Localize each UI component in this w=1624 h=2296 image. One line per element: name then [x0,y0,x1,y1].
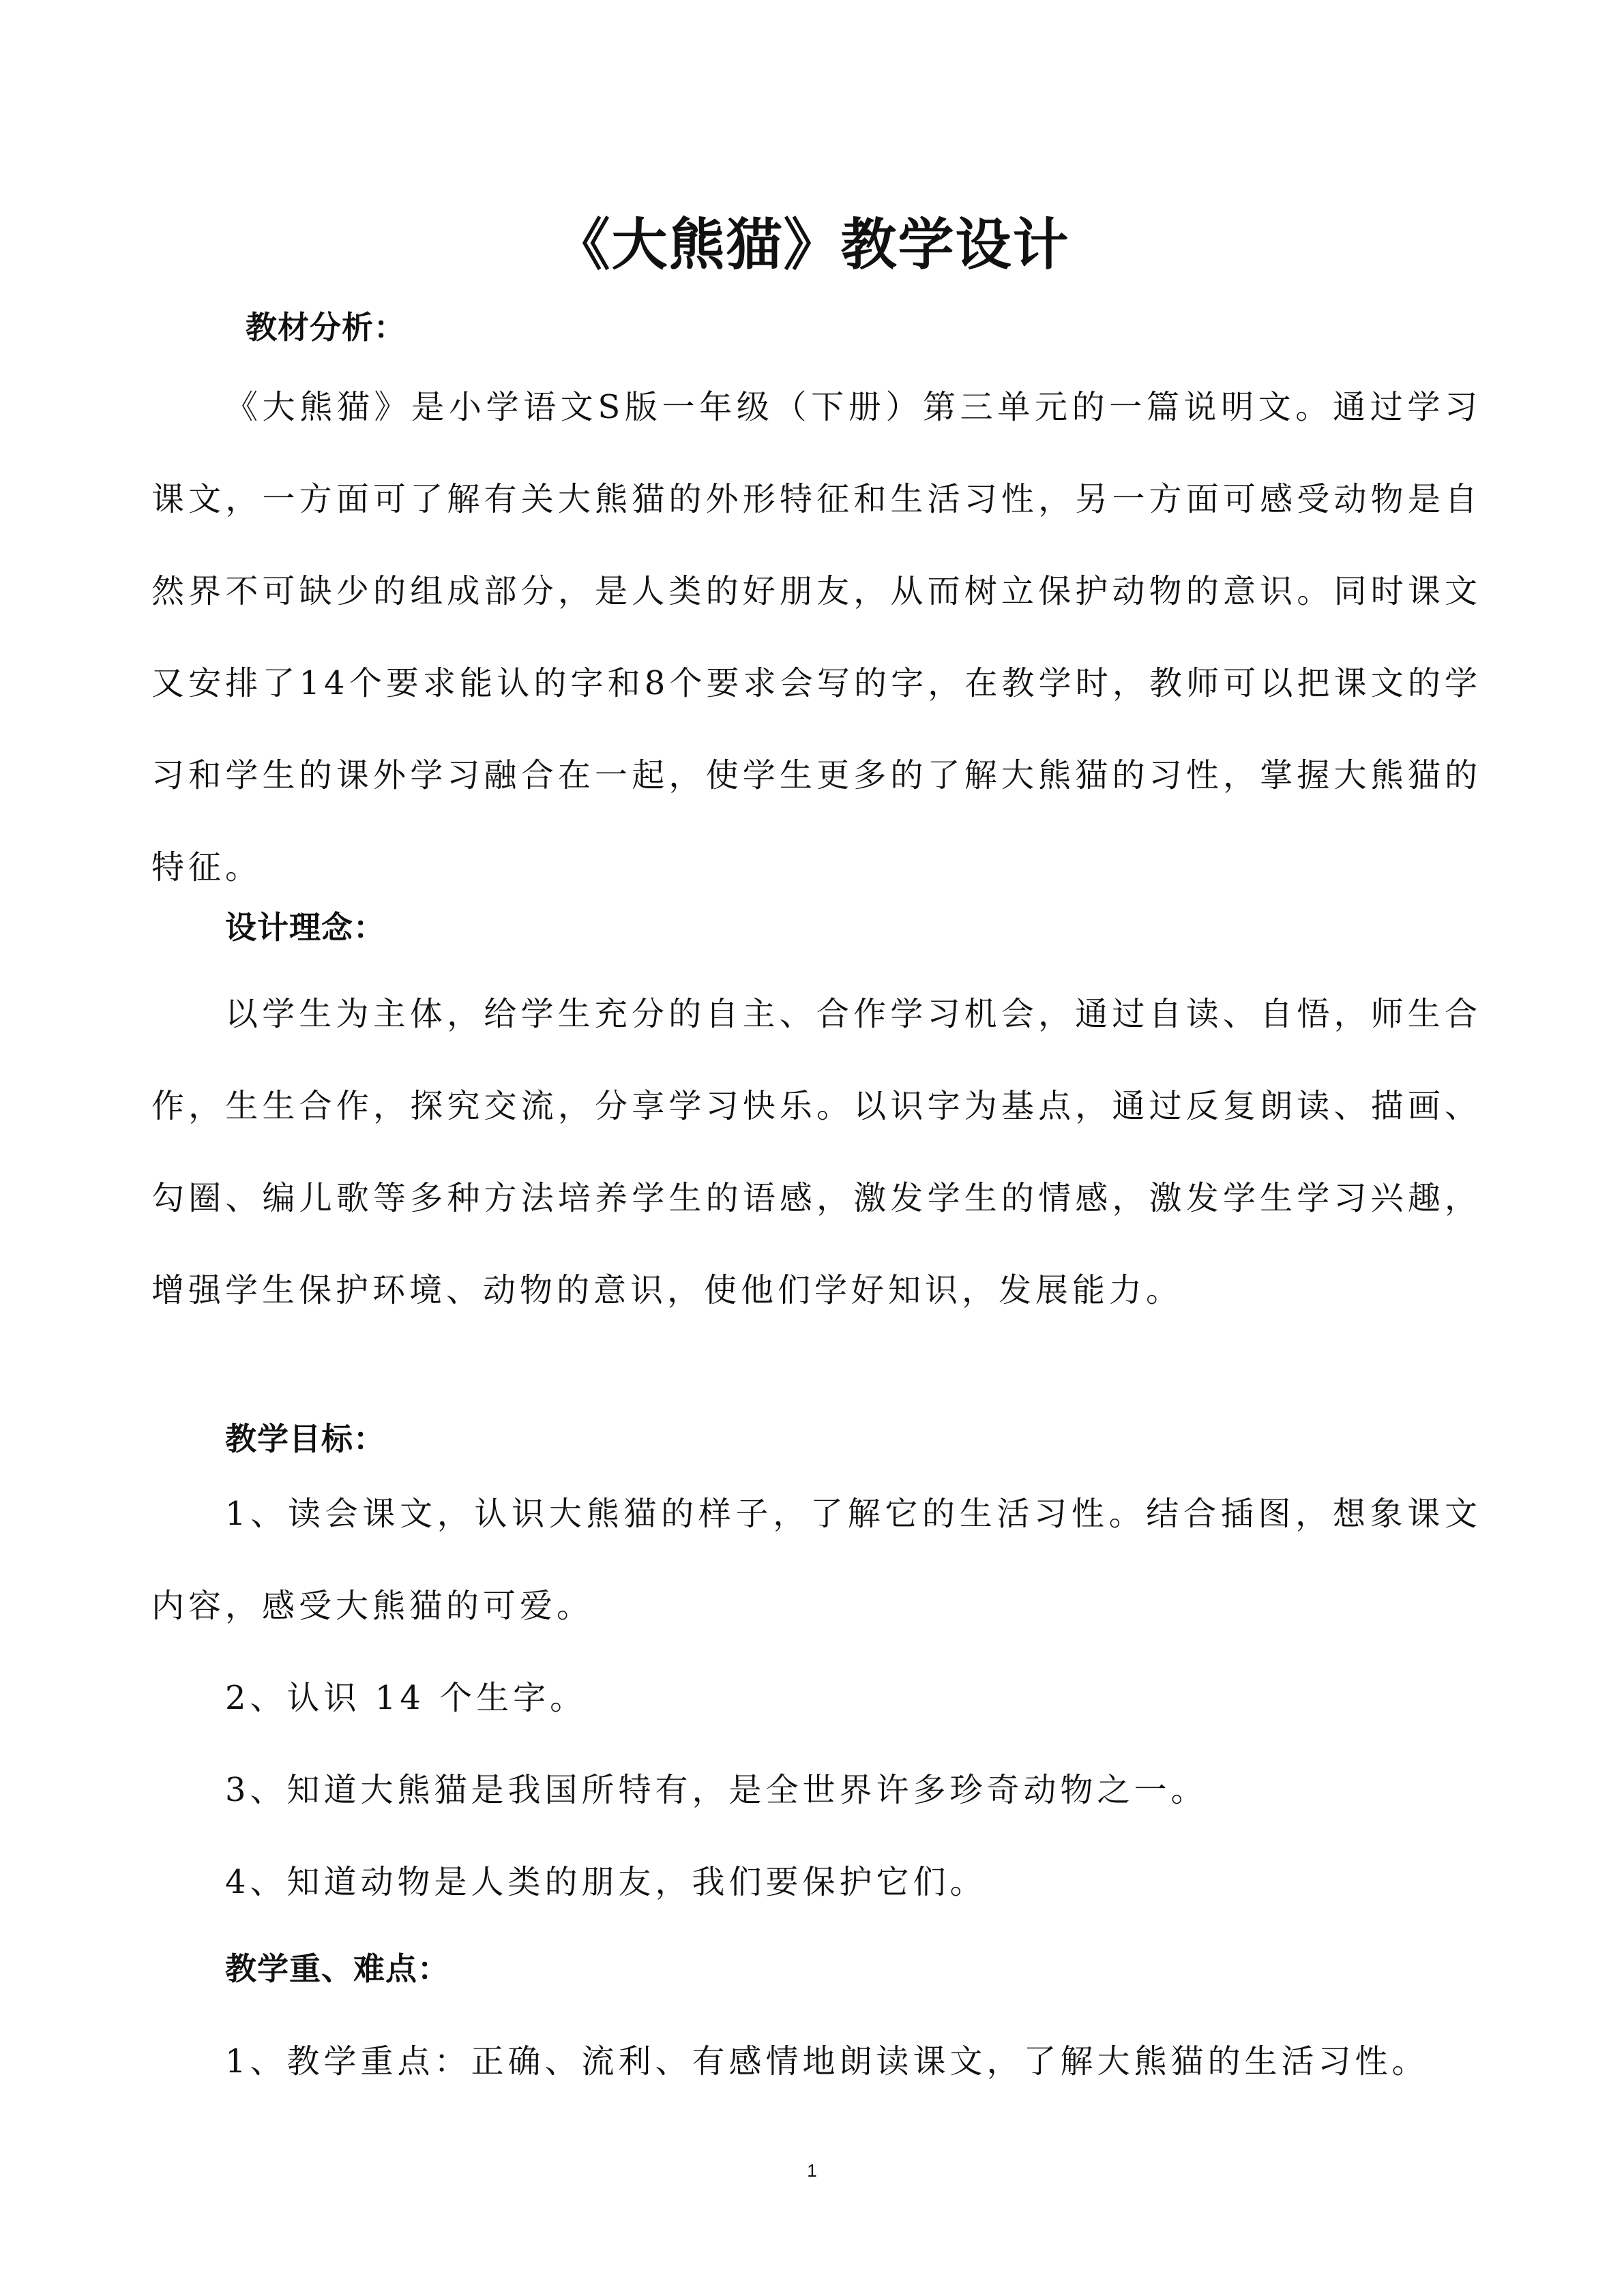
paragraph-analysis: 《大熊猫》是小学语文S版一年级（下册）第三单元的一篇说明文。通过学习课文，一方面可了解有关大熊猫的外形特征和生活习性，另一方面可感受动物是自然界不可缺少的组成部分，是人类的好朋友，从而树立保护动物的意识。同时课文又安排了14个要求能认的字和8个要求会写的字，在教学时，教师可以把课文的学习和学生的课外学习融合在一起，使学生更多的了解大熊猫的习性，掌握大熊猫的特征。 [151,388,1481,886]
goal-item-1: 1、读会课文，认识大熊猫的样子，了解它的生活习性。结合插图，想象课文内容，感受大熊猫的可爱。 [151,1495,1481,1625]
heading-analysis: 教材分析： [246,309,406,346]
heading-keypoints: 教学重、难点： [225,1950,449,1987]
heading-goals: 教学目标： [225,1420,385,1457]
keypoint-item-1: 1、教学重点：正确、流利、有感情地朗读课文，了解大熊猫的生活习性。 [225,2042,1429,2081]
page-number: 1 [807,2160,817,2181]
goal-item-4: 4、知道动物是人类的朋友，我们要保护它们。 [225,1863,987,1901]
heading-concept: 设计理念： [225,909,385,946]
paragraph-concept: 以学生为主体，给学生充分的自主、合作学习机会，通过自读、自悟，师生合作，生生合作，探究交流，分享学习快乐。以识字为基点，通过反复朗读、描画、勾圈、编儿歌等多种方法培养学生的语感，激发学生的情感，激发学生学习兴趣，增强学生保护环境、动物的意识，使他们学好知识，发展能力。 [151,995,1481,1309]
goal-item-2: 2、认识 14 个生字。 [225,1679,587,1717]
document-title: 《大熊猫》教学设计 [554,213,1070,278]
goal-item-3: 3、知道大熊猫是我国所特有，是全世界许多珍奇动物之一。 [225,1771,1208,1809]
